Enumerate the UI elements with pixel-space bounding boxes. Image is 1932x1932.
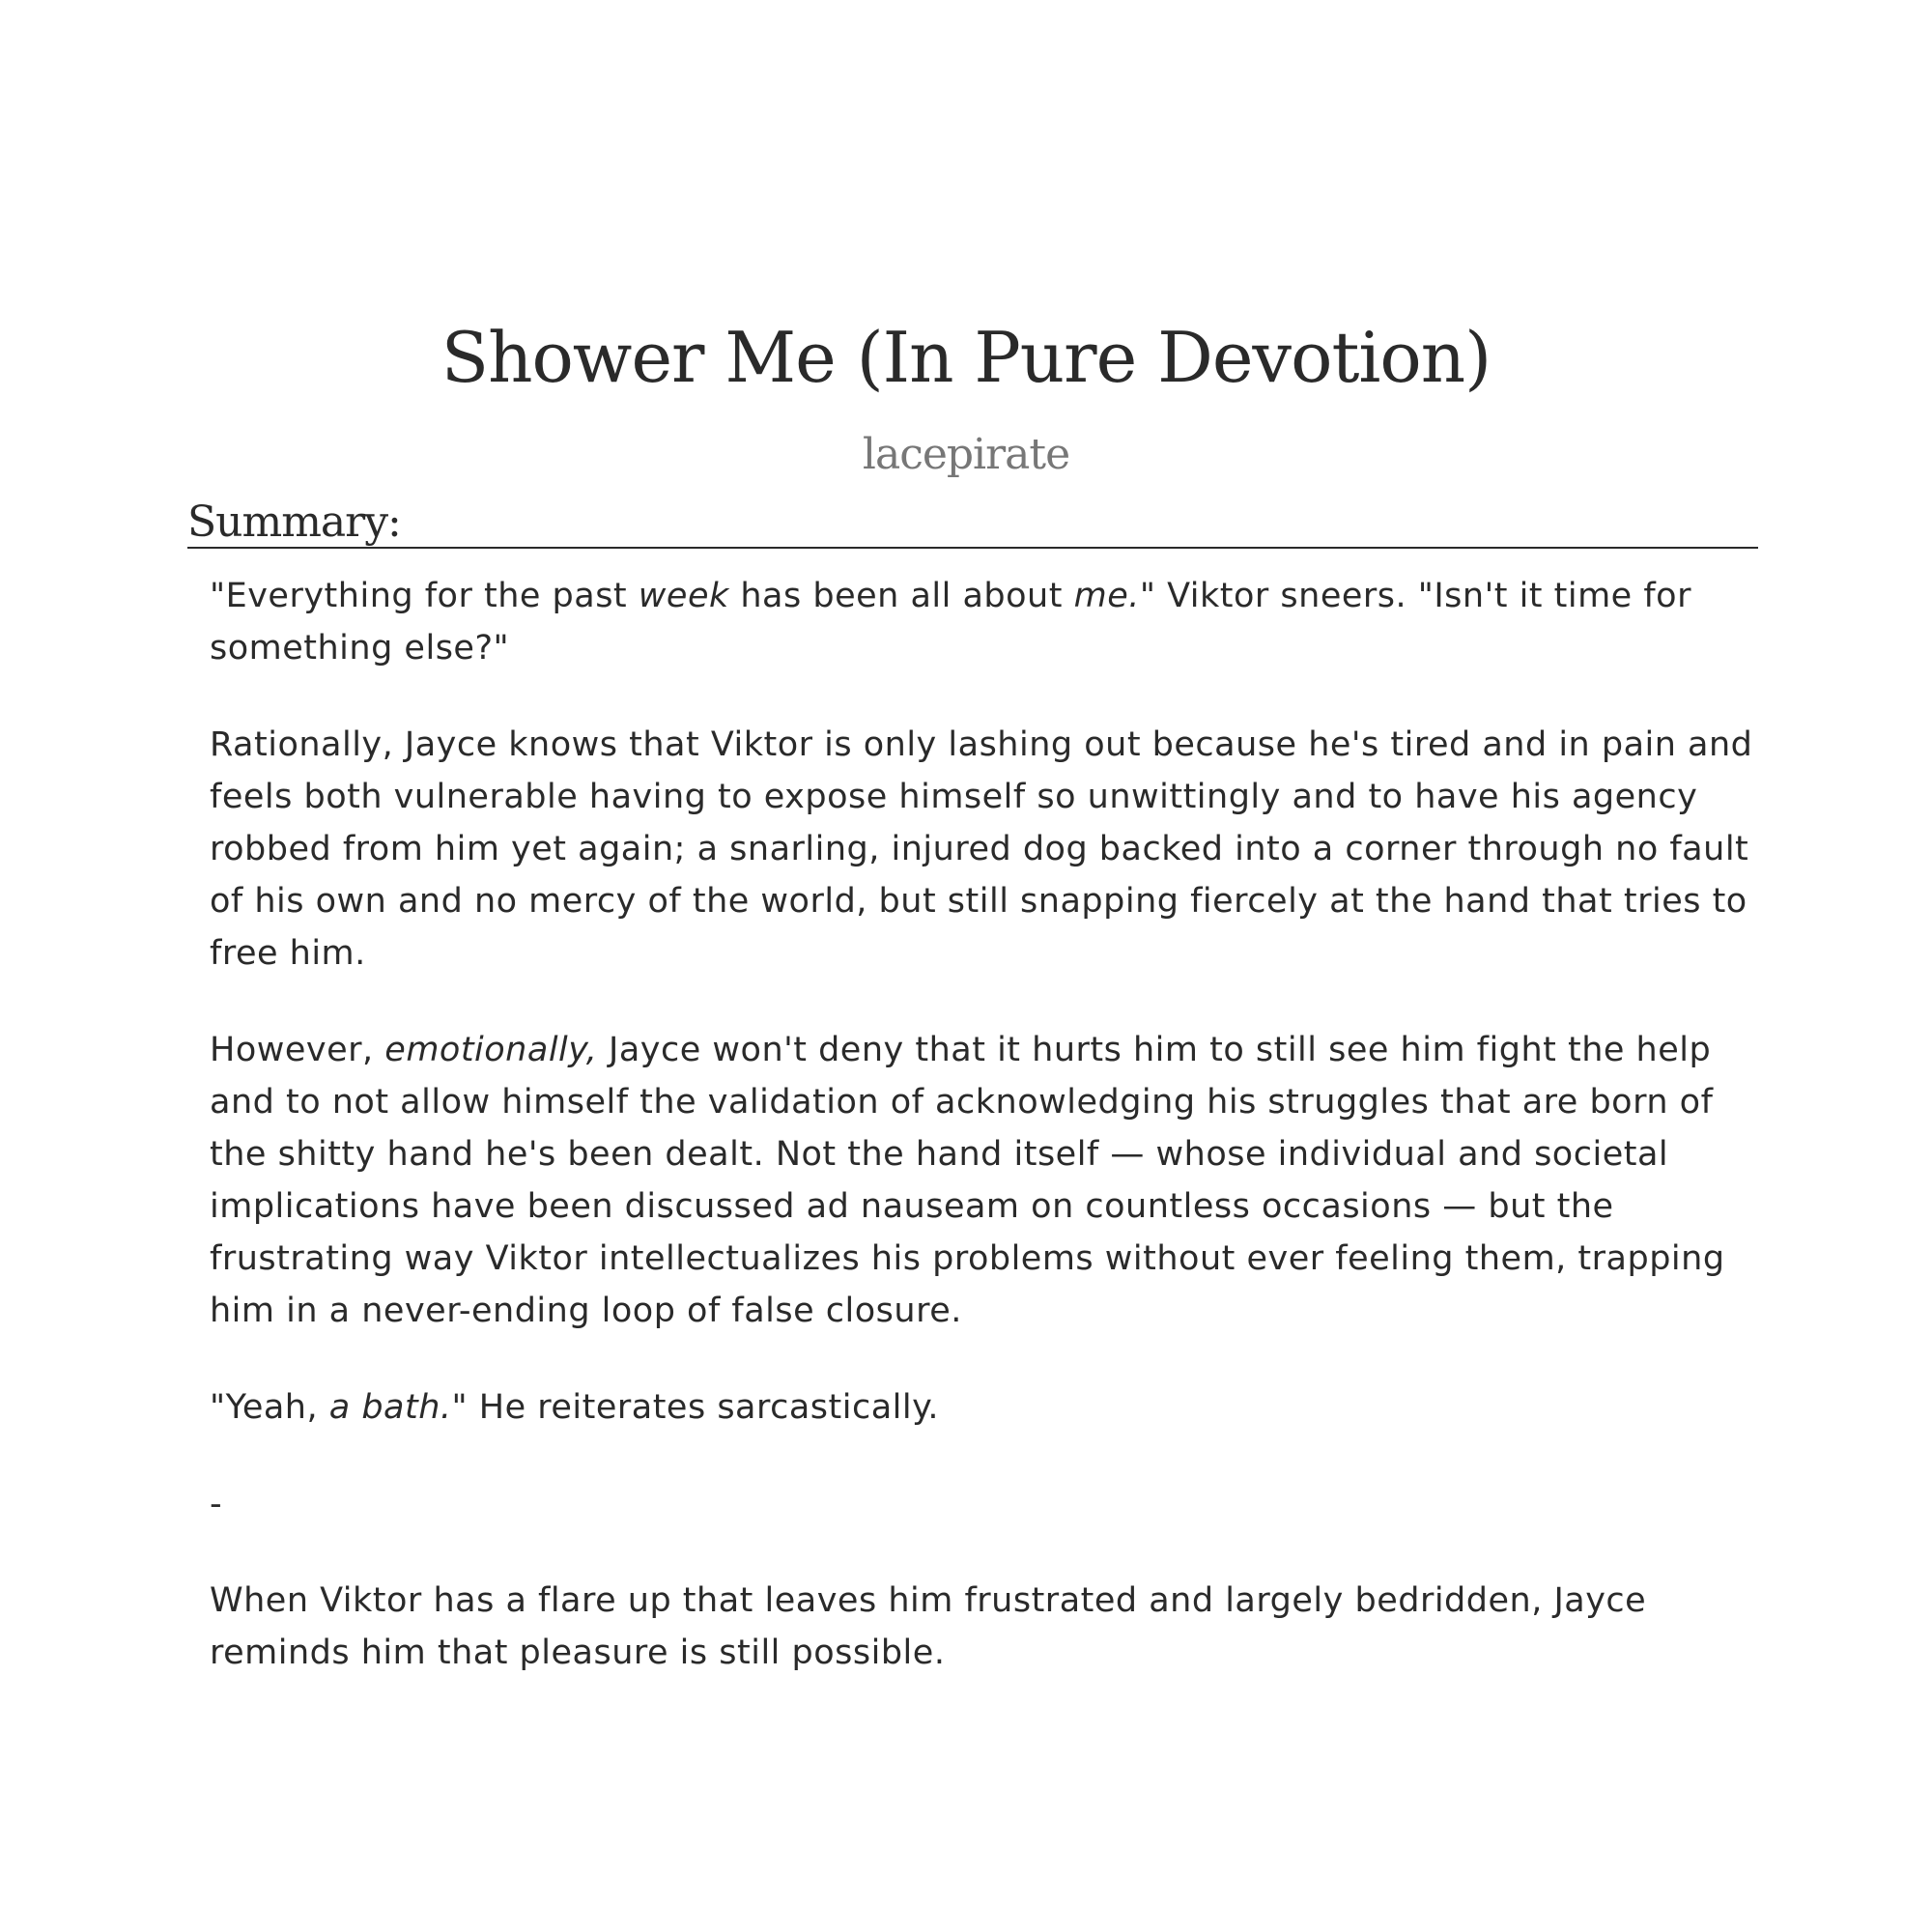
summary-separator: -	[210, 1485, 223, 1523]
summary-paragraph-4: "Yeah, a bath." He reiterates sarcastically.	[210, 1388, 939, 1427]
summary-body	[210, 570, 1755, 1723]
emphasis: week	[638, 577, 729, 615]
summary-paragraph-5: When Viktor has a flare up that leaves him frustrated and largely bedridden, Jayce reminds him that pleasure is still possible.	[210, 1581, 1647, 1672]
summary-heading: Summary:	[187, 496, 1758, 549]
summary-paragraph-3: However, emotionally, Jayce won't deny that it hurts him to still see him fight the help and to not allow himself the validation of acknowledging his struggles that are born of the shitty hand he's been dealt. Not the hand itself — whose individual and societal implications have been discussed ad nauseam on countless occasions — but the frustrating way Viktor intellectualizes his problems without ever feeling them, trapping him in a never-ending loop of false closure.	[210, 1031, 1725, 1330]
emphasis: me."	[1073, 577, 1156, 615]
work-author: lacepirate	[862, 430, 1070, 479]
emphasis: a bath."	[328, 1388, 469, 1427]
emphasis: emotionally,	[384, 1031, 598, 1069]
work-title: Shower Me (In Pure Devotion)	[440, 317, 1492, 398]
summary-paragraph-2: Rationally, Jayce knows that Viktor is only lashing out because he's tired and in pain and feels both vulnerable having to expose himself so unwittingly and to have his agency robbed from him yet again; a snarling, injured dog backed into a corner through no fault of his own and no mercy of the world, but still snapping fiercely at the hand that tries to free him.	[210, 725, 1753, 973]
summary-paragraph-1: "Everything for the past week has been all about me." Viktor sneers. "Isn't it time for something else?"	[210, 577, 1691, 668]
